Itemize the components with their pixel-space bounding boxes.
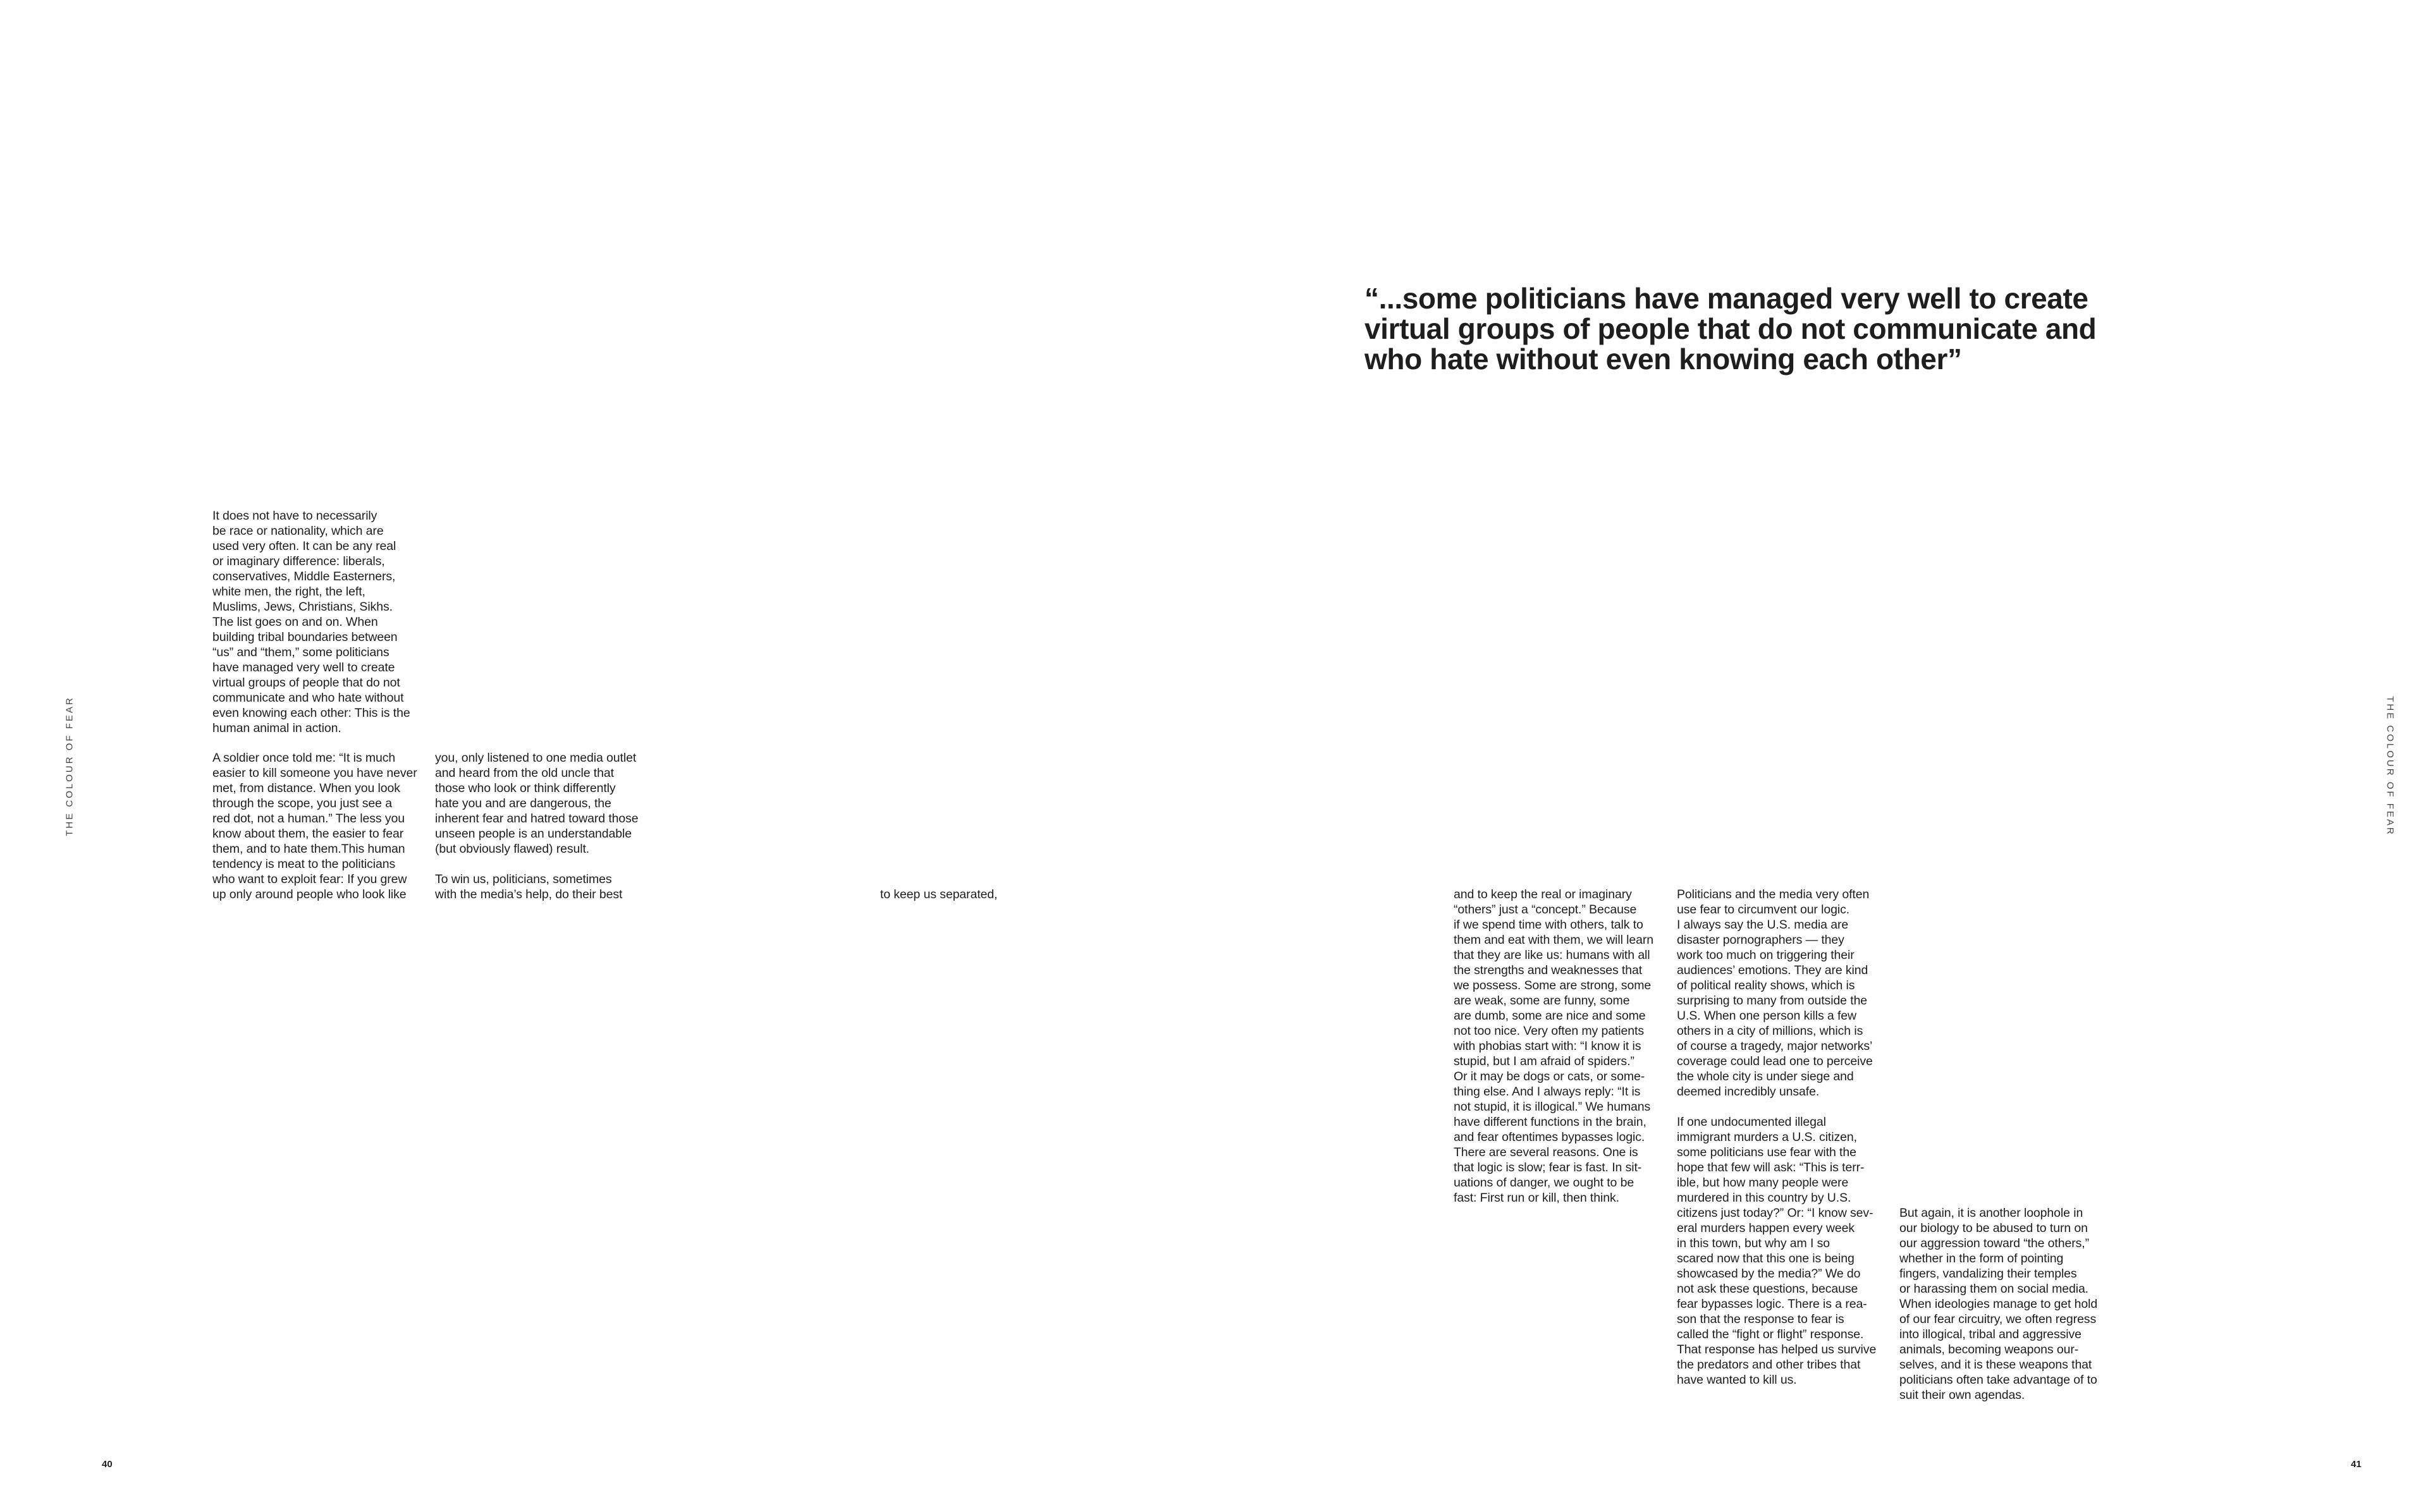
- page-number-right: 41: [2351, 1459, 2362, 1470]
- pull-quote: “...some politicians have managed very well to create virtual groups of people that do not communicate and who hate without even knowing each other”: [1364, 282, 2097, 375]
- left-col1-paragraph-2: A soldier once told me: “It is much easier to kill someone you have never met, from distance. When you look through the scope, you just see a red dot, not a human.” The less you know about them, the easier to fear them, and to hate them.This human tendency is meat to the politicians who want to exploit fear: If you grew up only around people who look like: [212, 751, 417, 901]
- left-col3-paragraph-1: to keep us separated,: [880, 887, 998, 901]
- page-number-left: 40: [102, 1459, 113, 1470]
- right-col2-paragraph-2: If one undocumented illegal immigrant murders a U.S. citizen, some politicians use fear with the hope that few will ask: “This is terr- ible, but how many people were murdered in this country by U.S. citizens just today?” Or: “I know sev- eral murders happen every week in this town, but why am I so scared now that this one is being showcased by the media?” We do not ask these questions, because fear bypasses logic. There is a rea- son that the response to fear is called the “fight or flight” response. That response has helped us survive the predators and other tribes that have wanted to kill us.: [1677, 1115, 1877, 1387]
- left-col2-paragraph-1: you, only listened to one media outlet and heard from the old uncle that those who look or think differently hate you and are dangerous, the inherent fear and hatred toward those unseen people is an understandable (but obviously flawed) result.: [435, 751, 639, 856]
- running-head-left: THE COLOUR OF FEAR: [64, 696, 75, 836]
- running-head-right: THE COLOUR OF FEAR: [2384, 696, 2396, 836]
- left-col1-paragraph-1: It does not have to necessarily be race or nationality, which are used very often. It can be any real or imaginary difference: liberals, conservatives, Middle Easterners, white men, the right, the left, Muslims, Jews, Christians, Sikhs. The list goes on and on. When building tribal boundaries between “us” and “them,” some politicians have managed very well to create virtual groups of people that do not communicate and who hate without even knowing each other: This is the human animal in action.: [212, 509, 410, 735]
- right-col3-paragraph-1: But again, it is another loophole in our biology to be abused to turn on our aggression toward “the others,” whether in the form of pointing fingers, vandalizing their temples or harassing them on social media. When ideologies manage to get hold of our fear circuitry, we often regress into illogical, tribal and aggressive animals, becoming weapons our- selves, and it is these weapons that politicians often take advantage of to suit their own agendas.: [1899, 1206, 2098, 1402]
- left-col2-paragraph-2: To win us, politicians, sometimes with the media’s help, do their best: [435, 872, 623, 901]
- right-col2-paragraph-1: Politicians and the media very often use fear to circumvent our logic. I always say the U.S. media are disaster pornographers — they work too much on triggering their audiences’ emotions. They are kind of political reality shows, which is surprising to many from outside the U.S. When one person kills a few others in a city of millions, which is of course a tragedy, major networks’ coverage could lead one to perceive the whole city is under siege and deemed incredibly unsafe.: [1677, 887, 1873, 1099]
- right-col1-paragraph-1: and to keep the real or imaginary “others” just a “concept.” Because if we spend time with others, talk to them and eat with them, we will learn that they are like us: humans with all the strengths and weaknesses that we possess. Some are strong, some are weak, some are funny, some are dumb, some are nice and some not too nice. Very often my patients with phobias start with: “I know it is stupid, but I am afraid of spiders.” Or it may be dogs or cats, or some- thing else. And I always reply: “It is not stupid, it is illogical.” We humans have different functions in the brain, and fear oftentimes bypasses logic. There are several reasons. One is that logic is slow; fear is fast. In sit- uations of danger, we ought to be fast: First run or kill, then think.: [1454, 887, 1654, 1205]
